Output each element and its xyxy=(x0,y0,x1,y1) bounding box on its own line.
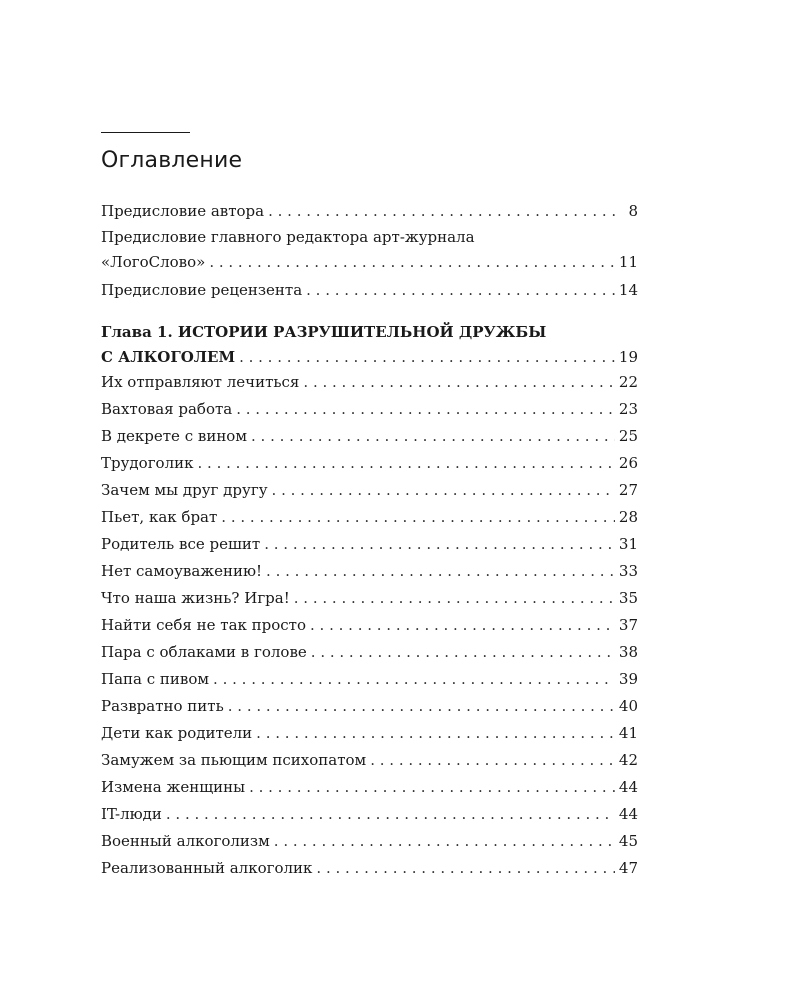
toc-chapter-entry[interactable] xyxy=(101,320,638,372)
entry-page-number: 8 xyxy=(628,202,638,220)
toc-entry[interactable] xyxy=(101,450,638,477)
entry-title: Найти себя не так просто xyxy=(101,616,307,634)
entry-title: Нет самоуважению! xyxy=(101,562,263,580)
entry-page-number: 41 xyxy=(618,724,638,742)
dot-leader xyxy=(311,639,615,666)
entry-page-number: 26 xyxy=(618,454,638,472)
entry-page-number: 44 xyxy=(618,778,638,796)
chapter-block xyxy=(101,320,638,372)
dot-leader xyxy=(272,477,615,504)
entry-page-number: 47 xyxy=(618,859,638,877)
page-title: Оглавление xyxy=(101,148,243,173)
entry-title: Папа с пивом xyxy=(101,670,210,688)
entry-page-number: 23 xyxy=(618,400,638,418)
dot-leader xyxy=(166,801,615,828)
entry-title: Вахтовая работа xyxy=(101,400,233,418)
dot-leader xyxy=(198,450,615,477)
entry-page-number: 45 xyxy=(618,832,638,850)
entry-title: Развратно пить xyxy=(101,697,224,715)
entry-page-number: 31 xyxy=(618,535,638,553)
entry-title: Дети как родители xyxy=(101,724,253,742)
dot-leader xyxy=(228,693,615,720)
toc-entry[interactable] xyxy=(101,477,638,504)
chapter-title-line1: Глава 1. ИСТОРИИ РАЗРУШИТЕЛЬНОЙ ДРУЖБЫ xyxy=(101,323,547,341)
dot-leader xyxy=(213,666,615,693)
dot-leader xyxy=(370,747,615,774)
toc-entry[interactable] xyxy=(101,198,638,225)
entry-title: Зачем мы друг другу xyxy=(101,481,268,499)
toc-entry[interactable] xyxy=(101,369,638,396)
dot-leader xyxy=(209,250,615,275)
entry-page-number: 35 xyxy=(618,589,638,607)
dot-leader xyxy=(249,774,615,801)
dot-leader xyxy=(274,828,615,855)
entry-title: IT-люди xyxy=(101,805,162,823)
entry-title: Военный алкоголизм xyxy=(101,832,270,850)
dot-leader xyxy=(236,396,615,423)
section-list xyxy=(101,369,638,882)
entry-page-number: 11 xyxy=(618,253,638,271)
dot-leader xyxy=(316,855,615,882)
toc-entry[interactable] xyxy=(101,720,638,747)
dot-leader xyxy=(251,423,615,450)
dot-leader xyxy=(264,531,615,558)
entry-page-number: 19 xyxy=(618,348,638,366)
entry-page-number: 37 xyxy=(618,616,638,634)
entry-title: Измена женщины xyxy=(101,778,246,796)
entry-title: Пара с облаками в голове xyxy=(101,643,307,661)
toc-entry[interactable] xyxy=(101,558,638,585)
toc-entry[interactable] xyxy=(101,693,638,720)
dot-leader xyxy=(306,277,615,304)
entry-title-line1: Предисловие главного редактора арт-журнала xyxy=(101,228,475,246)
toc-entry[interactable] xyxy=(101,423,638,450)
toc-entry[interactable] xyxy=(101,774,638,801)
entry-title: Предисловие рецензента xyxy=(101,281,303,299)
dot-leader xyxy=(256,720,615,747)
entry-title: Что наша жизнь? Игра! xyxy=(101,589,290,607)
entry-page-number: 27 xyxy=(618,481,638,499)
dot-leader xyxy=(221,504,615,531)
toc-entry[interactable] xyxy=(101,504,638,531)
front-matter-list xyxy=(101,198,638,304)
entry-title: Реализованный алкоголик xyxy=(101,859,313,877)
toc-entry[interactable] xyxy=(101,828,638,855)
toc-entry[interactable] xyxy=(101,612,638,639)
dot-leader xyxy=(266,558,615,585)
entry-page-number: 33 xyxy=(618,562,638,580)
toc-entry[interactable] xyxy=(101,277,638,304)
entry-page-number: 44 xyxy=(618,805,638,823)
entry-title: Их отправляют лечиться xyxy=(101,373,300,391)
entry-title: Предисловие автора xyxy=(101,202,265,220)
entry-title: Замужем за пьющим психопатом xyxy=(101,751,367,769)
toc-entry[interactable] xyxy=(101,225,638,277)
entry-title: «ЛогоСлово» xyxy=(101,253,206,271)
dot-leader xyxy=(310,612,615,639)
header-rule xyxy=(101,132,190,133)
entry-page-number: 42 xyxy=(618,751,638,769)
toc-entry[interactable] xyxy=(101,801,638,828)
entry-page-number: 14 xyxy=(618,281,638,299)
entry-page-number: 40 xyxy=(618,697,638,715)
toc-entry[interactable] xyxy=(101,585,638,612)
entry-title: В декрете с вином xyxy=(101,427,248,445)
dot-leader xyxy=(303,369,615,396)
dot-leader xyxy=(239,345,615,370)
toc-entry[interactable] xyxy=(101,855,638,882)
entry-title: Родитель все решит xyxy=(101,535,261,553)
entry-page-number: 38 xyxy=(618,643,638,661)
entry-page-number: 28 xyxy=(618,508,638,526)
entry-page-number: 22 xyxy=(618,373,638,391)
toc-entry[interactable] xyxy=(101,666,638,693)
toc-entry[interactable] xyxy=(101,531,638,558)
toc-entry[interactable] xyxy=(101,747,638,774)
entry-page-number: 39 xyxy=(618,670,638,688)
chapter-title: С АЛКОГОЛЕМ xyxy=(101,348,236,366)
dot-leader xyxy=(294,585,615,612)
dot-leader xyxy=(268,198,616,225)
toc-entry[interactable] xyxy=(101,639,638,666)
entry-title: Пьет, как брат xyxy=(101,508,218,526)
entry-title: Трудоголик xyxy=(101,454,194,472)
entry-page-number: 25 xyxy=(618,427,638,445)
toc-entry[interactable] xyxy=(101,396,638,423)
